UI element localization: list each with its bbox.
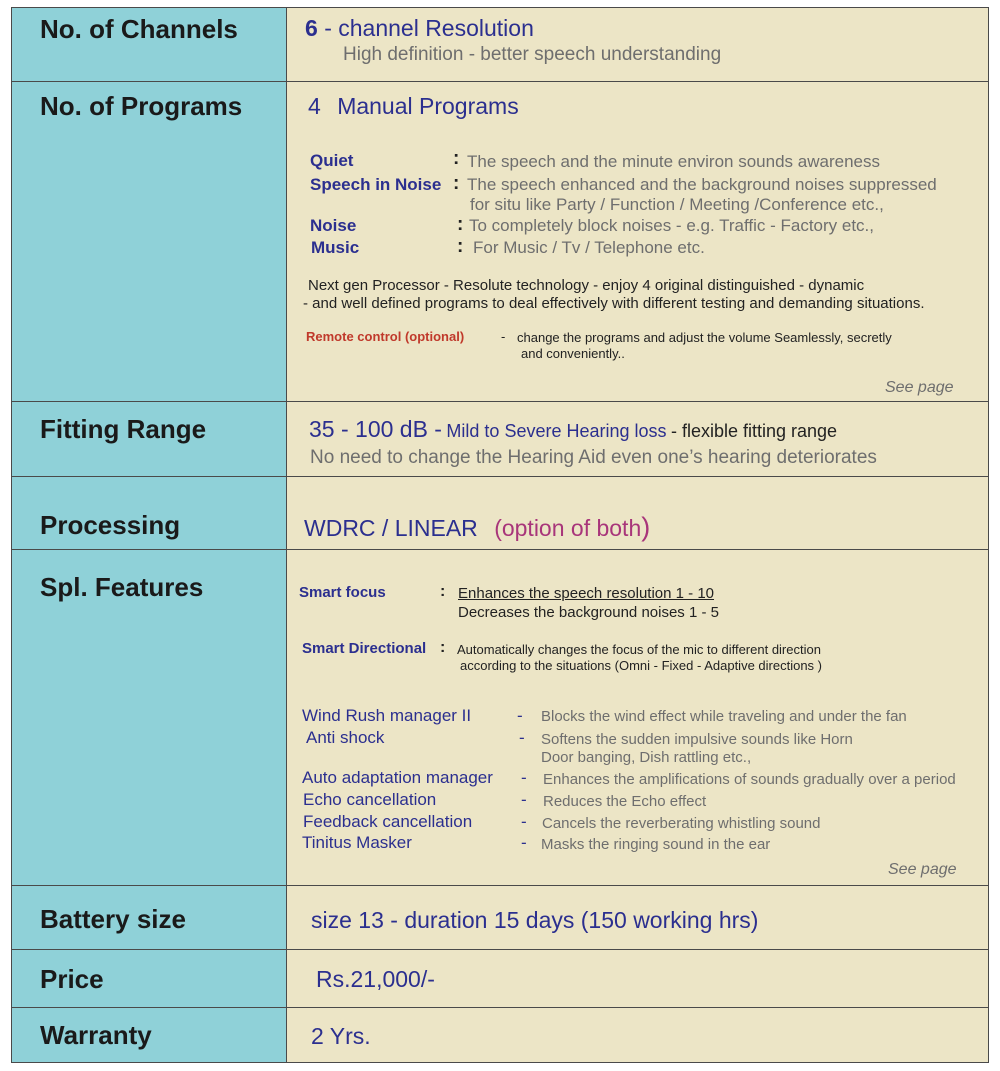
smart-directional-colon: :: [440, 639, 446, 656]
feature-dash: -: [521, 768, 527, 787]
feature-desc-cont: Door banging, Dish rattling etc.,: [541, 749, 752, 766]
channels-text: - channel Resolution: [324, 15, 534, 41]
label-cell: [12, 886, 287, 949]
smart-focus-name: Smart focus: [299, 584, 386, 601]
program-colon: :: [453, 148, 460, 169]
program-name: Music: [311, 238, 360, 257]
channels-line: [305, 15, 534, 42]
program-name: Speech in Noise: [310, 175, 442, 194]
label-cell: [12, 82, 287, 401]
remote-control-label: Remote control (optional): [306, 329, 465, 344]
value-cell: [287, 8, 988, 81]
row-label: Battery size: [40, 904, 186, 934]
feature-dash: -: [521, 790, 527, 809]
row-label: Processing: [40, 510, 181, 540]
row-price: [12, 949, 988, 1007]
see-page-note: See page: [885, 379, 954, 396]
smart-directional-line1: Automatically changes the focus of the mic to different direction: [457, 642, 821, 657]
feature-name: Wind Rush manager II: [302, 706, 472, 725]
program-colon: :: [457, 236, 464, 257]
processing-value: WDRC / LINEAR: [304, 515, 478, 541]
program-desc-cont: for situ like Party / Function / Meeting /Conference etc.,: [470, 195, 884, 214]
fitting-tail: - flexible fitting range: [670, 421, 838, 441]
row-channels: [12, 8, 988, 81]
feature-dash: -: [521, 812, 527, 831]
spec-table: [11, 7, 989, 1063]
feature-name: Tinitus Masker: [302, 833, 412, 852]
programs-paragraph: Next gen Processor - Resolute technology - enjoy 4 original distinguished - dynamic: [308, 277, 865, 294]
programs-title-text: Manual Programs: [337, 93, 519, 119]
remote-dash: -: [501, 329, 506, 344]
value-cell: [287, 550, 988, 885]
row-label: Price: [40, 964, 104, 994]
smart-directional-name: Smart Directional: [302, 640, 427, 657]
feature-dash: -: [519, 728, 525, 747]
fitting-sub: No need to change the Hearing Aid even one’s hearing deteriorates: [310, 447, 877, 468]
row-processing: [12, 476, 988, 549]
programs-number: 4: [308, 93, 321, 119]
row-battery: [12, 885, 988, 949]
remote-text: change the programs and adjust the volume Seamlessly, secretly: [517, 330, 892, 345]
battery-value: size 13 - duration 15 days (150 working hrs): [311, 907, 759, 933]
processing-line: [304, 512, 650, 543]
value-cell: [287, 402, 988, 476]
label-cell: [12, 8, 287, 81]
fitting-desc: Mild to Severe Hearing loss: [446, 421, 667, 441]
row-programs: [12, 81, 988, 401]
processing-paren: ): [641, 512, 651, 542]
feature-desc: Softens the sudden impulsive sounds like Horn: [541, 731, 853, 748]
row-label: Warranty: [40, 1020, 152, 1050]
row-label: No. of Programs: [40, 91, 243, 121]
program-desc: For Music / Tv / Telephone etc.: [473, 238, 705, 257]
value-cell: [287, 477, 988, 549]
remote-text: and conveniently..: [521, 346, 625, 361]
feature-desc: Blocks the wind effect while traveling and under the fan: [541, 708, 907, 725]
feature-name: Echo cancellation: [303, 790, 437, 809]
processing-option: (option of both: [494, 515, 642, 541]
value-cell: [287, 950, 988, 1007]
warranty-value: 2 Yrs.: [311, 1023, 371, 1049]
smart-directional-line2: according to the situations (Omni - Fixed - Adaptive directions ): [460, 658, 822, 673]
program-colon: :: [453, 173, 460, 194]
programs-paragraph: - and well defined programs to deal effectively with different testing and demanding situations.: [303, 295, 925, 312]
value-cell: [287, 886, 988, 949]
program-name: Quiet: [310, 151, 354, 170]
smart-focus-line1: Enhances the speech resolution 1 - 10: [458, 585, 715, 602]
fitting-line: [309, 416, 837, 443]
program-desc: The speech and the minute environ sounds awareness: [467, 152, 880, 171]
programs-title: [308, 93, 519, 120]
channels-sub: High definition - better speech understanding: [343, 44, 722, 65]
value-cell: [287, 82, 988, 401]
row-label: No. of Channels: [40, 14, 238, 44]
price-value: Rs.21,000/-: [316, 966, 435, 992]
row-fitting: [12, 401, 988, 476]
feature-name: Anti shock: [306, 728, 385, 747]
channels-number: 6: [305, 15, 318, 41]
feature-desc: Reduces the Echo effect: [543, 793, 707, 810]
fitting-range: 35 - 100 dB -: [309, 416, 442, 442]
label-cell: [12, 1008, 287, 1062]
row-warranty: [12, 1007, 988, 1062]
feature-dash: -: [521, 833, 527, 852]
value-cell: [287, 1008, 988, 1062]
label-cell: [12, 477, 287, 549]
label-cell: [12, 950, 287, 1007]
label-cell: [12, 402, 287, 476]
feature-name: Feedback cancellation: [303, 812, 473, 831]
smart-focus-line2: Decreases the background noises 1 - 5: [458, 604, 719, 621]
row-label: Fitting Range: [40, 414, 207, 444]
row-features: [12, 549, 988, 885]
label-cell: [12, 550, 287, 885]
program-colon: :: [457, 214, 464, 235]
see-page-note: See page: [888, 861, 957, 878]
program-desc: To completely block noises - e.g. Traffic - Factory etc.,: [469, 216, 875, 235]
feature-desc: Cancels the reverberating whistling sound: [542, 815, 821, 832]
feature-desc: Enhances the amplifications of sounds gradually over a period: [543, 771, 956, 788]
feature-dash: -: [517, 706, 523, 725]
feature-name: Auto adaptation manager: [302, 768, 493, 787]
smart-focus-colon: :: [440, 583, 446, 600]
program-name: Noise: [310, 216, 357, 235]
program-desc: The speech enhanced and the background noises suppressed: [467, 175, 937, 194]
row-label: Spl. Features: [40, 572, 204, 602]
feature-desc: Masks the ringing sound in the ear: [541, 836, 771, 853]
